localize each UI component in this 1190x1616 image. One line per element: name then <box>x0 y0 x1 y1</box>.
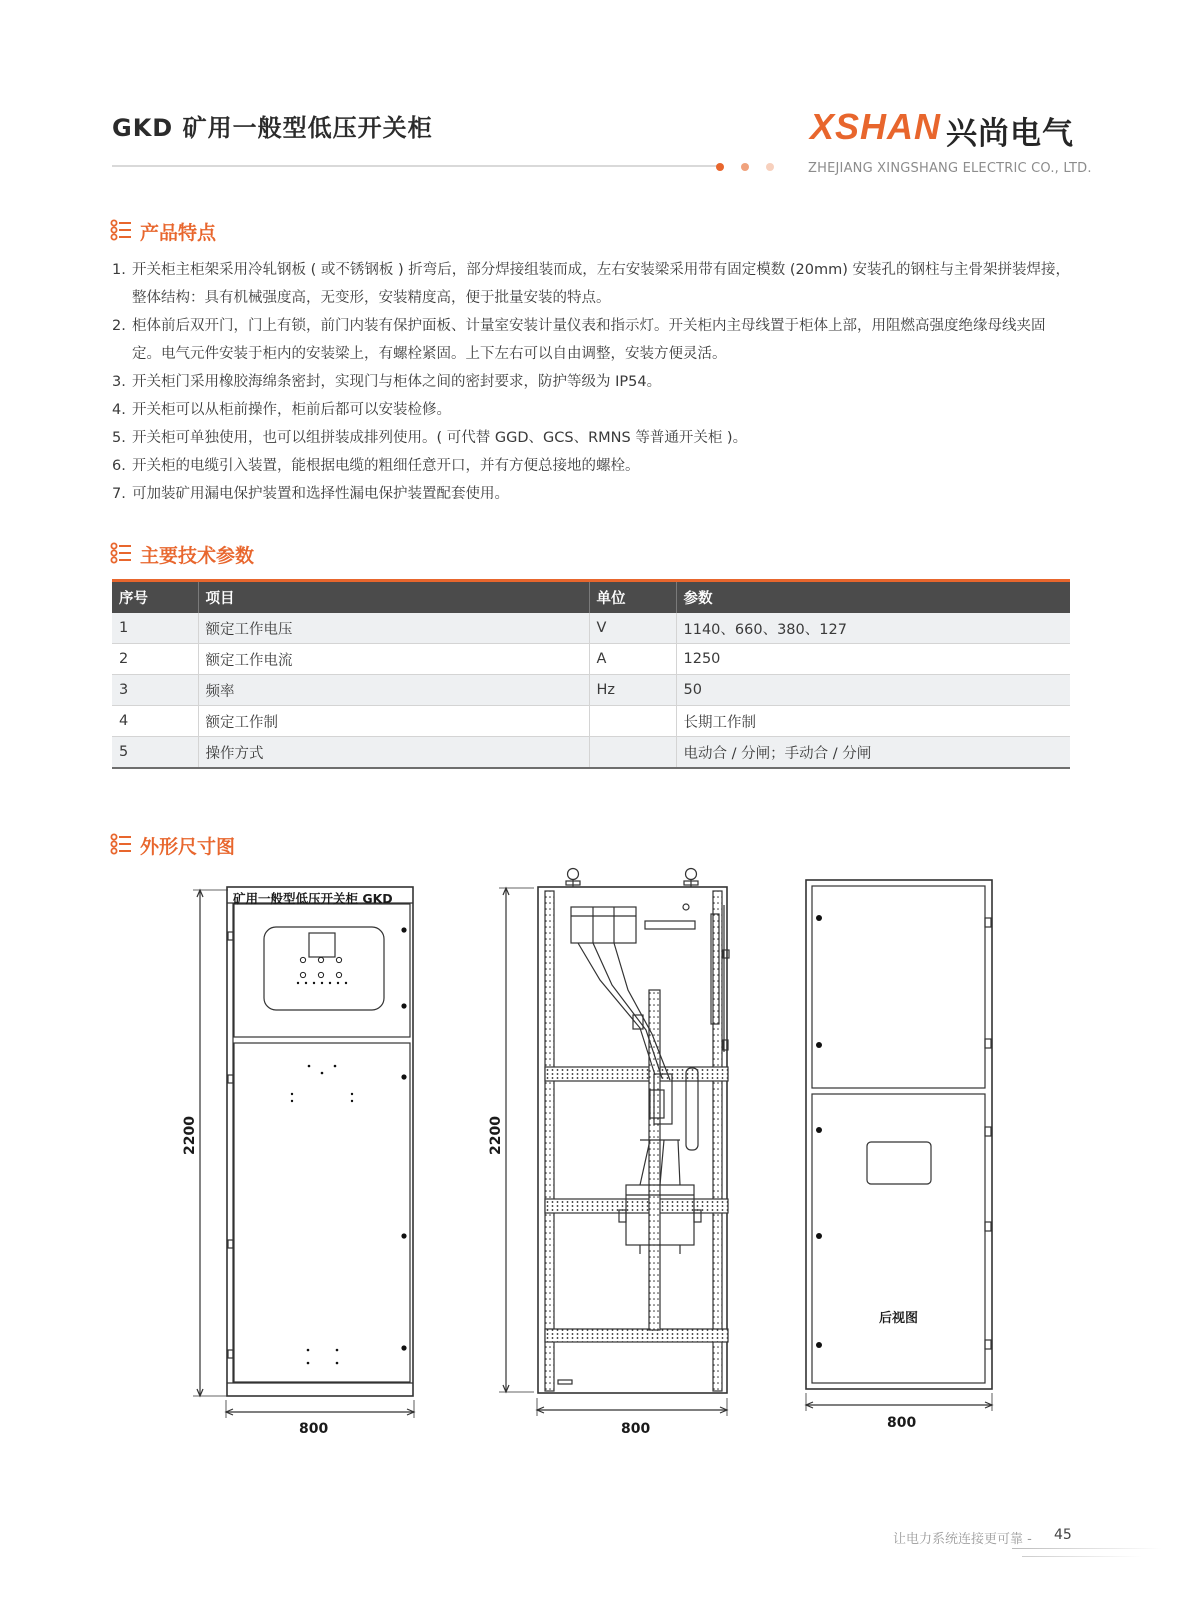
feature-text: 可加装矿用漏电保护装置和选择性漏电保护装置配套使用。 <box>132 486 509 502</box>
front-view-dots <box>291 927 407 1364</box>
feature-number: 5. <box>112 430 126 446</box>
cell-value: 1250 <box>676 644 1070 675</box>
col-header-value: 参数 <box>676 582 1070 613</box>
rear-width-dimension: 800 <box>887 1415 917 1431</box>
feature-number: 6. <box>112 458 126 474</box>
feature-number: 3. <box>112 374 126 390</box>
cell-item: 额定工作电压 <box>198 613 589 644</box>
col-header-item: 项目 <box>198 582 589 613</box>
cell-unit: V <box>589 613 676 644</box>
front-view <box>193 887 414 1418</box>
footer-line <box>1022 1556 1142 1557</box>
cell-item: 额定工作制 <box>198 706 589 737</box>
footer-line <box>1012 1548 1162 1549</box>
page-title: GKD 矿用一般型低压开关柜 <box>112 114 433 142</box>
cell-unit: Hz <box>589 675 676 706</box>
front-width-dimension: 800 <box>299 1421 329 1437</box>
col-header-index: 序号 <box>112 582 198 613</box>
rear-view-label: 后视图 <box>879 1311 919 1326</box>
cell-index: 5 <box>112 737 198 769</box>
cell-value: 长期工作制 <box>676 706 1070 737</box>
front-height-dimension: 2200 <box>182 1116 198 1155</box>
internal-view <box>499 869 729 1417</box>
front-view-title: 矿用一般型低压开关柜 GKD <box>233 891 393 906</box>
cell-value: 电动合 / 分闸；手动合 / 分闸 <box>676 737 1070 769</box>
cell-index: 1 <box>112 613 198 644</box>
internal-height-dimension: 2200 <box>488 1116 504 1155</box>
feature-text: 开关柜门采用橡胶海绵条密封，实现门与柜体之间的密封要求，防护等级为 IP54。 <box>132 374 662 390</box>
feature-text: 开关柜可以从柜前操作，柜前后都可以安装检修。 <box>132 402 451 418</box>
feature-text: 开关柜主柜架采用冷轧钢板 ( 或不锈钢板 ) 折弯后，部分焊接组装而成，左右安装梁采用带有固定模数 (20mm) 安装孔的钢柱与主骨架拼装焊接，整体结构：具有机械强度高，无变形，安装精度高，便于批量安装的特点。 <box>132 262 1070 306</box>
cell-item: 频率 <box>198 675 589 706</box>
cell-item: 操作方式 <box>198 737 589 769</box>
feature-text: 开关柜可单独使用，也可以组拼装成排列使用。( 可代替 GGD、GCS、RMNS 等普通开关柜 )。 <box>132 430 748 446</box>
cell-index: 2 <box>112 644 198 675</box>
feature-number: 1. <box>112 262 126 278</box>
feature-text: 柜体前后双开门，门上有锁，前门内装有保护面板、计量室安装计量仪表和指示灯。开关柜内主母线置于柜体上部，用阻燃高强度绝缘母线夹固定。电气元件安装于柜内的安装梁上，有螺栓紧固。上下左右可以自由调整，安装方便灵活。 <box>132 318 1046 362</box>
front-view-indicators <box>300 957 341 977</box>
features-section-title: 产品特点 <box>140 222 217 244</box>
params-section-title: 主要技术参数 <box>140 545 255 567</box>
company-name-en: ZHEJIANG XINGSHANG ELECTRIC CO., LTD. <box>808 161 1092 176</box>
logo-chinese: 兴尚电气 <box>946 116 1074 152</box>
feature-number: 2. <box>112 318 126 334</box>
col-header-unit: 单位 <box>589 582 676 613</box>
logo-latin: XSHAN <box>810 106 942 147</box>
rear-view-dots <box>816 915 822 1348</box>
feature-number: 7. <box>112 486 126 502</box>
cell-value: 50 <box>676 675 1070 706</box>
feature-text: 开关柜的电缆引入装置，能根据电缆的粗细任意开口，并有方便总接地的螺栓。 <box>132 458 640 474</box>
cell-value: 1140、660、380、127 <box>676 613 1070 644</box>
cell-unit: A <box>589 644 676 675</box>
page-number: 45 <box>1054 1527 1072 1543</box>
footer-slogan: 让电力系统连接更可靠 - <box>893 1532 1032 1547</box>
rear-view <box>806 880 992 1411</box>
internal-width-dimension: 800 <box>621 1421 651 1437</box>
feature-number: 4. <box>112 402 126 418</box>
cell-index: 4 <box>112 706 198 737</box>
cell-item: 额定工作电流 <box>198 644 589 675</box>
drawing-section-title: 外形尺寸图 <box>140 836 236 858</box>
cell-index: 3 <box>112 675 198 706</box>
